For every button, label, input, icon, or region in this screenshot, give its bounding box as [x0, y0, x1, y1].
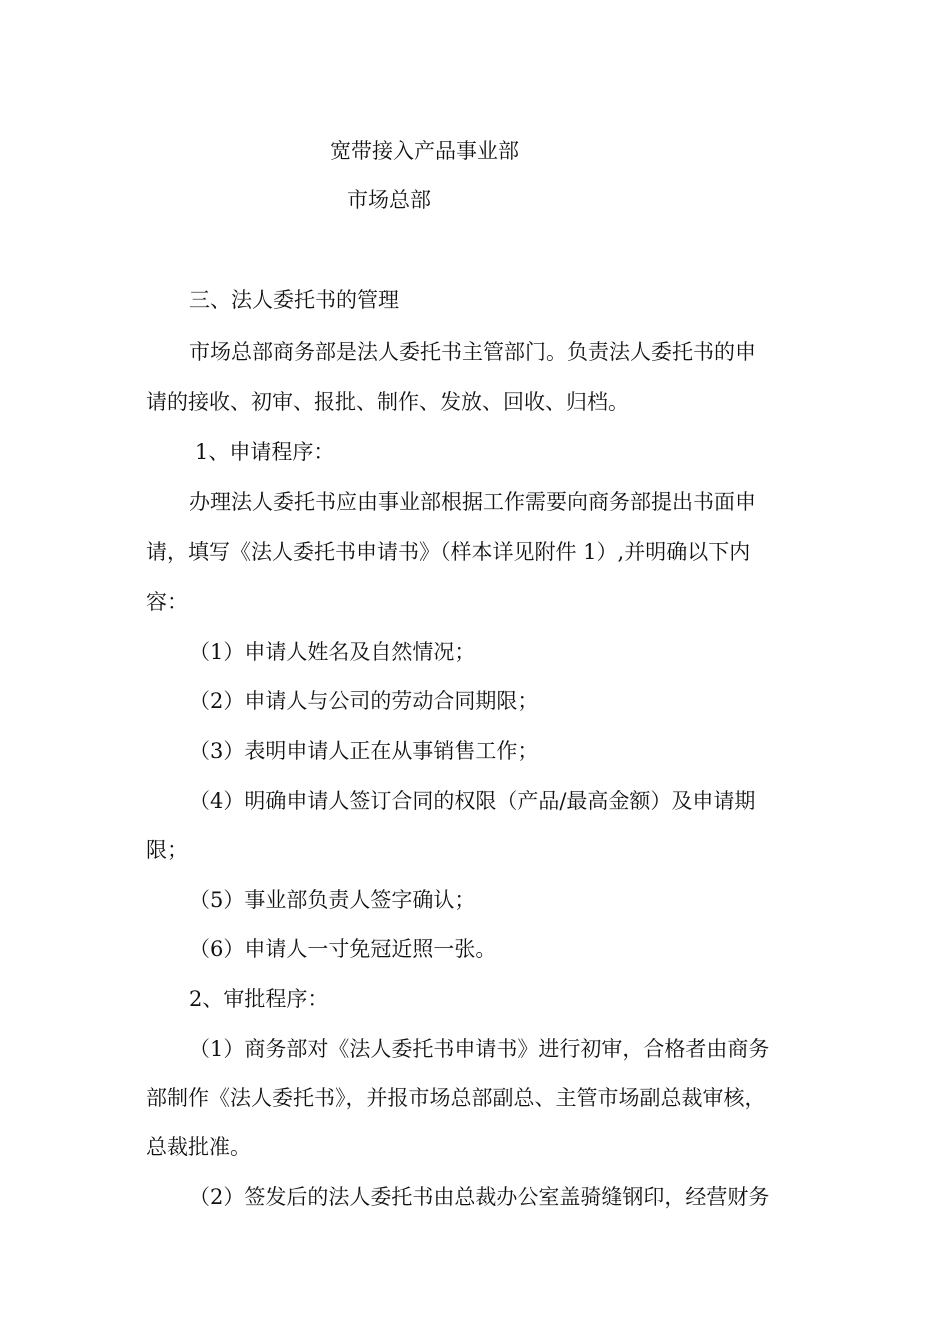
approve-body-line: 总裁批准。 [146, 1135, 251, 1159]
header-dept: 市场总部 [347, 188, 431, 212]
approve-body-line: （1）商务部对《法人委托书申请书》进行初审，合格者由商务 [189, 1037, 770, 1061]
apply-body-line: 请，填写《法人委托书申请书》（样本详见附件 1）,并明确以下内 [146, 540, 751, 564]
apply-item: 限； [146, 838, 188, 862]
apply-item: （4）明确申请人签订合同的权限（产品/最高金额）及申请期 [189, 789, 756, 813]
apply-body-line: 容： [146, 590, 188, 614]
apply-item: （6）申请人一寸免冠近照一张。 [189, 937, 497, 961]
apply-item: （5）事业部负责人签字确认； [189, 888, 476, 912]
apply-item: （3）表明申请人正在从事销售工作； [189, 739, 539, 763]
apply-item: （2）申请人与公司的劳动合同期限； [189, 689, 539, 713]
intro-line: 请的接收、初审、报批、制作、发放、回收、归档。 [146, 390, 629, 414]
apply-heading: 1、申请程序： [195, 440, 335, 464]
intro-line: 市场总部商务部是法人委托书主管部门。负责法人委托书的申 [189, 340, 756, 364]
apply-body-line: 办理法人委托书应由事业部根据工作需要向商务部提出书面申 [189, 490, 756, 514]
approve-body-line: （2）签发后的法人委托书由总裁办公室盖骑缝钢印，经营财务 [189, 1185, 770, 1209]
header-org: 宽带接入产品事业部 [330, 139, 519, 163]
approve-body-line: 部制作《法人委托书》，并报市场总部副总、主管市场副总裁审核， [146, 1086, 766, 1110]
apply-item: （1）申请人姓名及自然情况； [189, 640, 476, 664]
approve-heading: 2、审批程序： [189, 987, 329, 1011]
section-title: 三、法人委托书的管理 [189, 288, 399, 312]
